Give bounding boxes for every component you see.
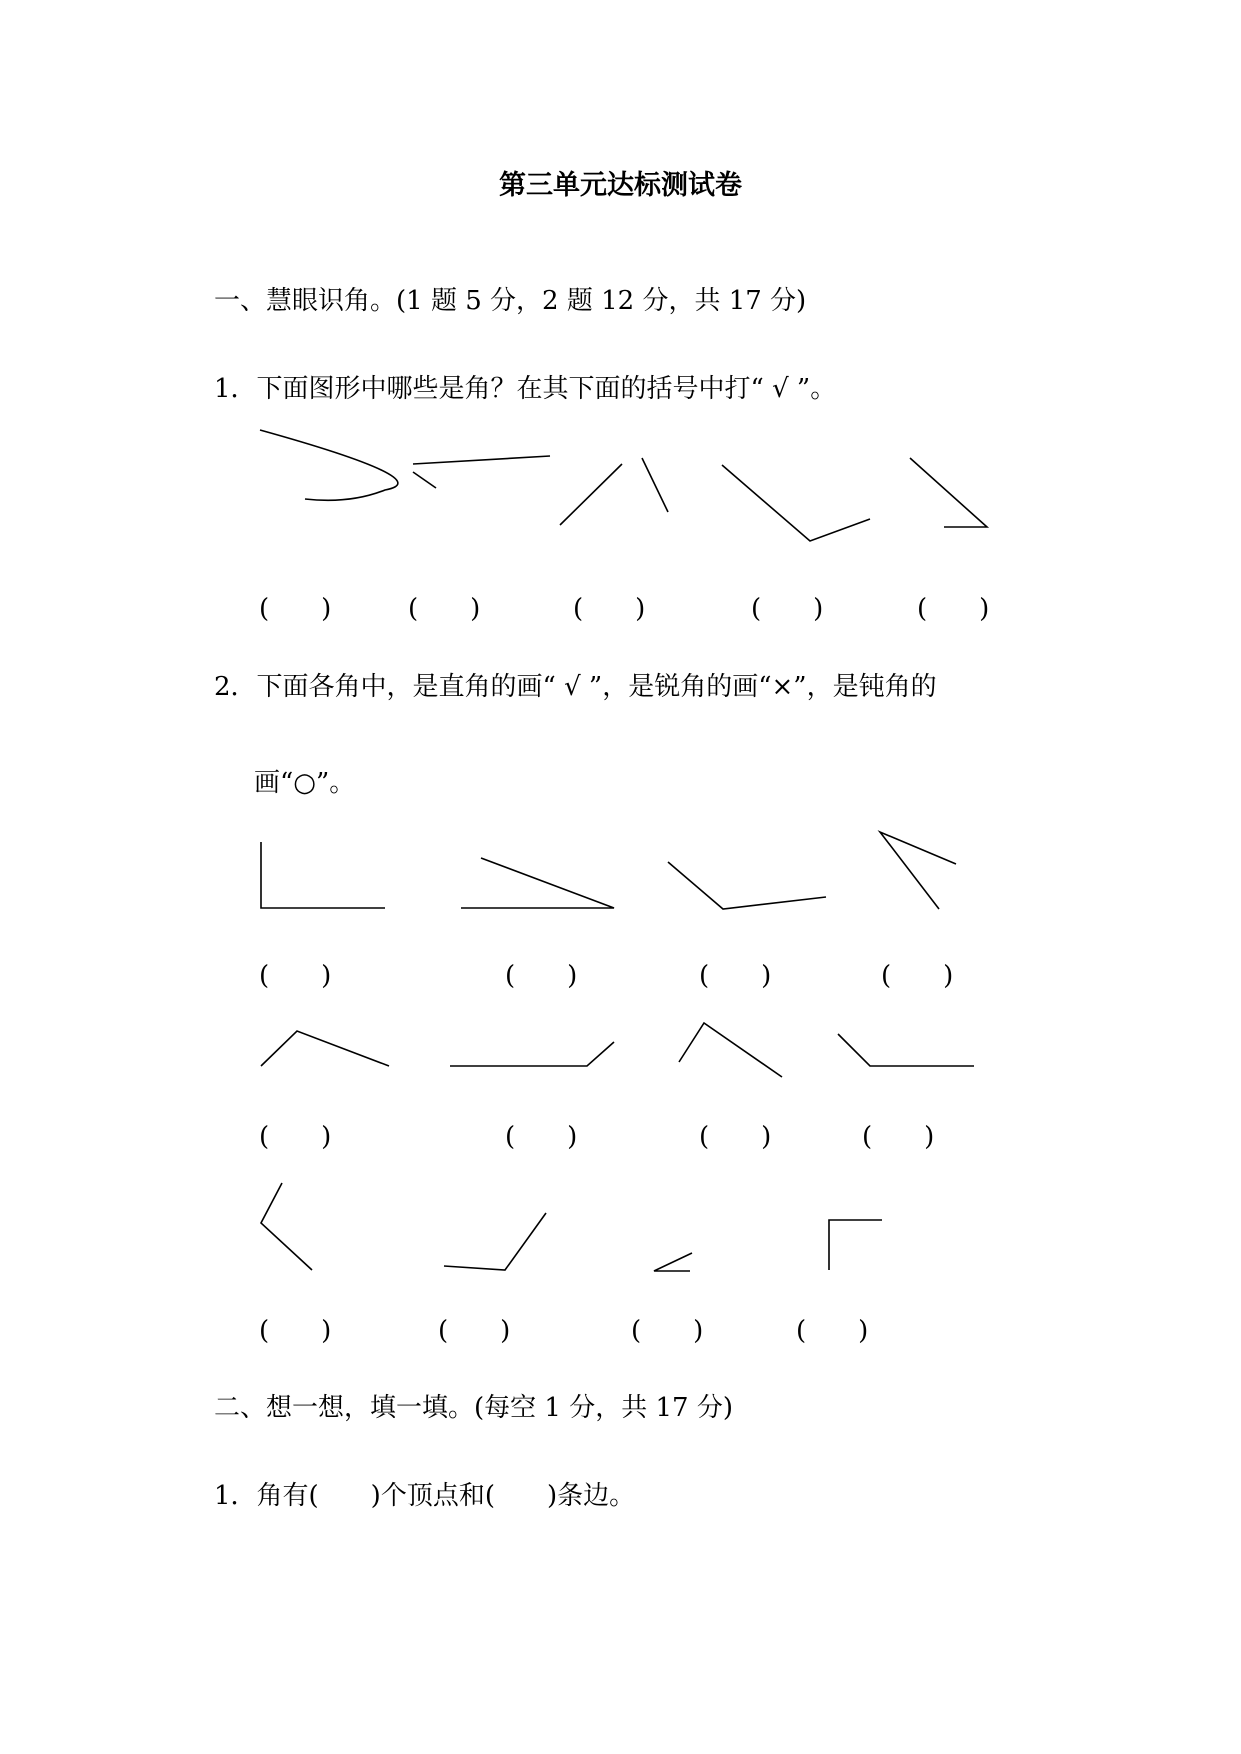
answer-blank[interactable]: ( ) [573,594,646,624]
answer-blank[interactable]: ( ) [259,961,332,991]
answer-blank[interactable]: ( ) [751,594,824,624]
figure-separate-lines-b [642,458,668,512]
answer-blank[interactable]: ( ) [259,594,332,624]
section1-heading: 一、慧眼识角。(1 题 5 分，2 题 12 分，共 17 分) [214,286,807,316]
answer-blank[interactable]: ( ) [259,1122,332,1152]
answer-blank[interactable]: ( ) [505,961,578,991]
answer-blank[interactable]: ( ) [505,1122,578,1152]
angle-obtuse-2 [261,1031,389,1066]
angle-acute-4 [654,1253,692,1271]
angle-right [261,842,385,908]
answer-blank[interactable]: ( ) [408,594,481,624]
question-1-1: 1．下面图形中哪些是角？在其下面的括号中打“ √ ”。 [214,374,837,404]
angle-obtuse-4 [838,1034,974,1066]
figure-angle-acute [910,458,987,527]
angle-obtuse-5 [444,1213,546,1270]
angle-right-2 [261,1183,312,1270]
question-1-2-line2: 画“○”。 [254,768,356,798]
angle-right-3 [829,1220,882,1270]
angle-acute-1 [461,858,614,908]
question-1-2-line1: 2．下面各角中，是直角的画“ √ ”，是锐角的画“×”，是钝角的 [214,672,937,702]
answer-blank[interactable]: ( ) [699,1122,772,1152]
angle-acute-3 [679,1023,782,1077]
answer-blank[interactable]: ( ) [631,1316,704,1346]
angle-obtuse-1 [668,862,826,909]
question-2-1: 1．角有( )个顶点和( )条边。 [214,1481,636,1511]
figure-angle-obtuse [722,465,870,541]
answer-blank[interactable]: ( ) [881,961,954,991]
section2-heading: 二、想一想，填一填。(每空 1 分，共 17 分) [214,1393,733,1423]
answer-blank[interactable]: ( ) [862,1122,935,1152]
figure-separate-lines-a [560,464,622,525]
answer-blank[interactable]: ( ) [699,961,772,991]
page-title: 第三单元达标测试卷 [499,170,742,201]
answer-blank[interactable]: ( ) [438,1316,511,1346]
figure-open-lines-b [413,472,436,488]
answer-blank[interactable]: ( ) [259,1316,332,1346]
figure-open-lines [413,456,550,464]
answer-blank[interactable]: ( ) [796,1316,869,1346]
angle-obtuse-3 [450,1042,614,1066]
angle-acute-2 [880,832,956,909]
figure-curve [260,430,398,500]
answer-blank[interactable]: ( ) [917,594,990,624]
